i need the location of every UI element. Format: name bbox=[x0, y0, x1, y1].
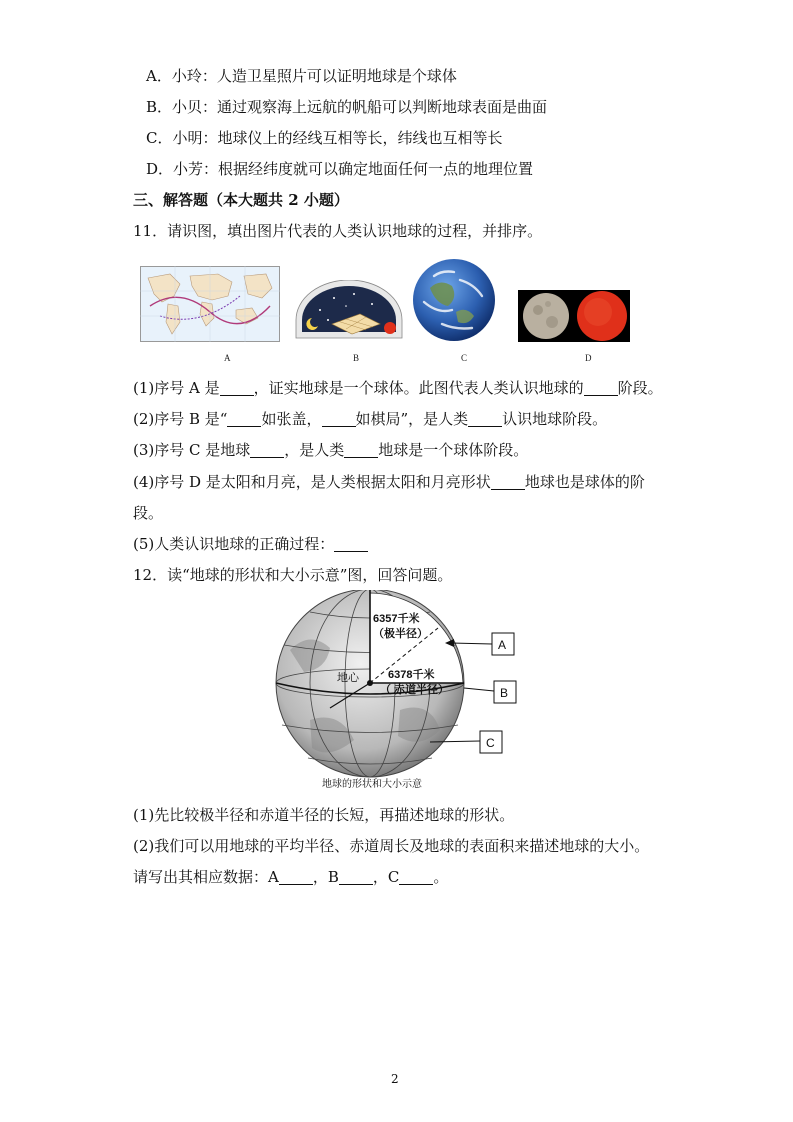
answer-blank[interactable] bbox=[584, 381, 618, 396]
section-title: 三、解答题（本大题共 2 小题） bbox=[133, 191, 349, 209]
answer-blank[interactable] bbox=[220, 381, 254, 396]
figure-caption: 地球的形状和大小示意 bbox=[322, 779, 422, 790]
q12-item-2: (2)我们可以用地球的平均半径、赤道周长及地球的表面积来描述地球的大小。 bbox=[133, 837, 650, 855]
q11-item-4-cont: 段。 bbox=[133, 504, 164, 522]
answer-blank[interactable] bbox=[322, 412, 356, 427]
q11-item-3: (3)序号 C 是地球 ，是人类 地球是一个球体阶段。 bbox=[133, 441, 529, 459]
answer-blank[interactable] bbox=[250, 443, 284, 458]
q11-item-4: (4)序号 D 是太阳和月亮，是人类根据太阳和月亮形状 地球也是球体的阶 bbox=[133, 473, 645, 491]
dome-sky-image bbox=[294, 280, 404, 340]
answer-blank[interactable] bbox=[279, 870, 313, 885]
earth-photo-image bbox=[412, 258, 496, 342]
answer-blank[interactable] bbox=[334, 537, 368, 552]
q12-answer-line: 请写出其相应数据：A ，B ，C 。 bbox=[133, 868, 449, 886]
image-label-b: B bbox=[353, 353, 360, 363]
q11-item-1: (1)序号 A 是 ，证实地球是一个球体。此图代表人类认识地球的 阶段。 bbox=[133, 379, 663, 397]
polar-radius-value: 6357千米 bbox=[373, 613, 420, 625]
world-map-image bbox=[140, 266, 280, 342]
page-number: 2 bbox=[391, 1072, 399, 1086]
q11-item-5: (5)人类认识地球的正确过程： bbox=[133, 534, 368, 554]
option-d: D．小芳：根据经纬度就可以确定地面任何一点的地理位置 bbox=[146, 160, 534, 178]
answer-blank[interactable] bbox=[491, 475, 525, 490]
option-b: B．小贝：通过观察海上远航的帆船可以判断地球表面是曲面 bbox=[146, 98, 548, 116]
q11-stem: 11．请识图，填出图片代表的人类认识地球的过程，并排序。 bbox=[133, 222, 543, 240]
equator-radius-label: （ 赤道半径） bbox=[380, 684, 450, 696]
answer-blank[interactable] bbox=[399, 870, 433, 885]
box-c-label: C bbox=[486, 736, 495, 750]
image-label-d: D bbox=[585, 353, 592, 363]
earth-center-label: 地心 bbox=[337, 672, 359, 684]
moon-sun-image bbox=[518, 290, 630, 342]
image-label-a: A bbox=[224, 353, 231, 363]
answer-blank[interactable] bbox=[344, 443, 378, 458]
option-a: A．小玲：人造卫星照片可以证明地球是个球体 bbox=[146, 67, 457, 85]
box-a-label: A bbox=[498, 638, 507, 652]
q12-item-1: (1)先比较极半径和赤道半径的长短，再描述地球的形状。 bbox=[133, 806, 515, 824]
polar-radius-label: （极半径） bbox=[373, 628, 428, 640]
option-c: C．小明：地球仪上的经线互相等长，纬线也互相等长 bbox=[146, 129, 503, 147]
equator-radius-value: 6378千米 bbox=[388, 669, 435, 681]
box-b-label: B bbox=[500, 686, 509, 700]
answer-blank[interactable] bbox=[468, 412, 502, 427]
q12-stem: 12．读“地球的形状和大小示意”图，回答问题。 bbox=[133, 566, 453, 584]
q11-item-2: (2)序号 B 是“ 如张盖， 如棋局”，是人类 认识地球阶段。 bbox=[133, 410, 608, 428]
image-label-c: C bbox=[461, 353, 468, 363]
answer-blank[interactable] bbox=[339, 870, 373, 885]
answer-blank[interactable] bbox=[227, 412, 261, 427]
